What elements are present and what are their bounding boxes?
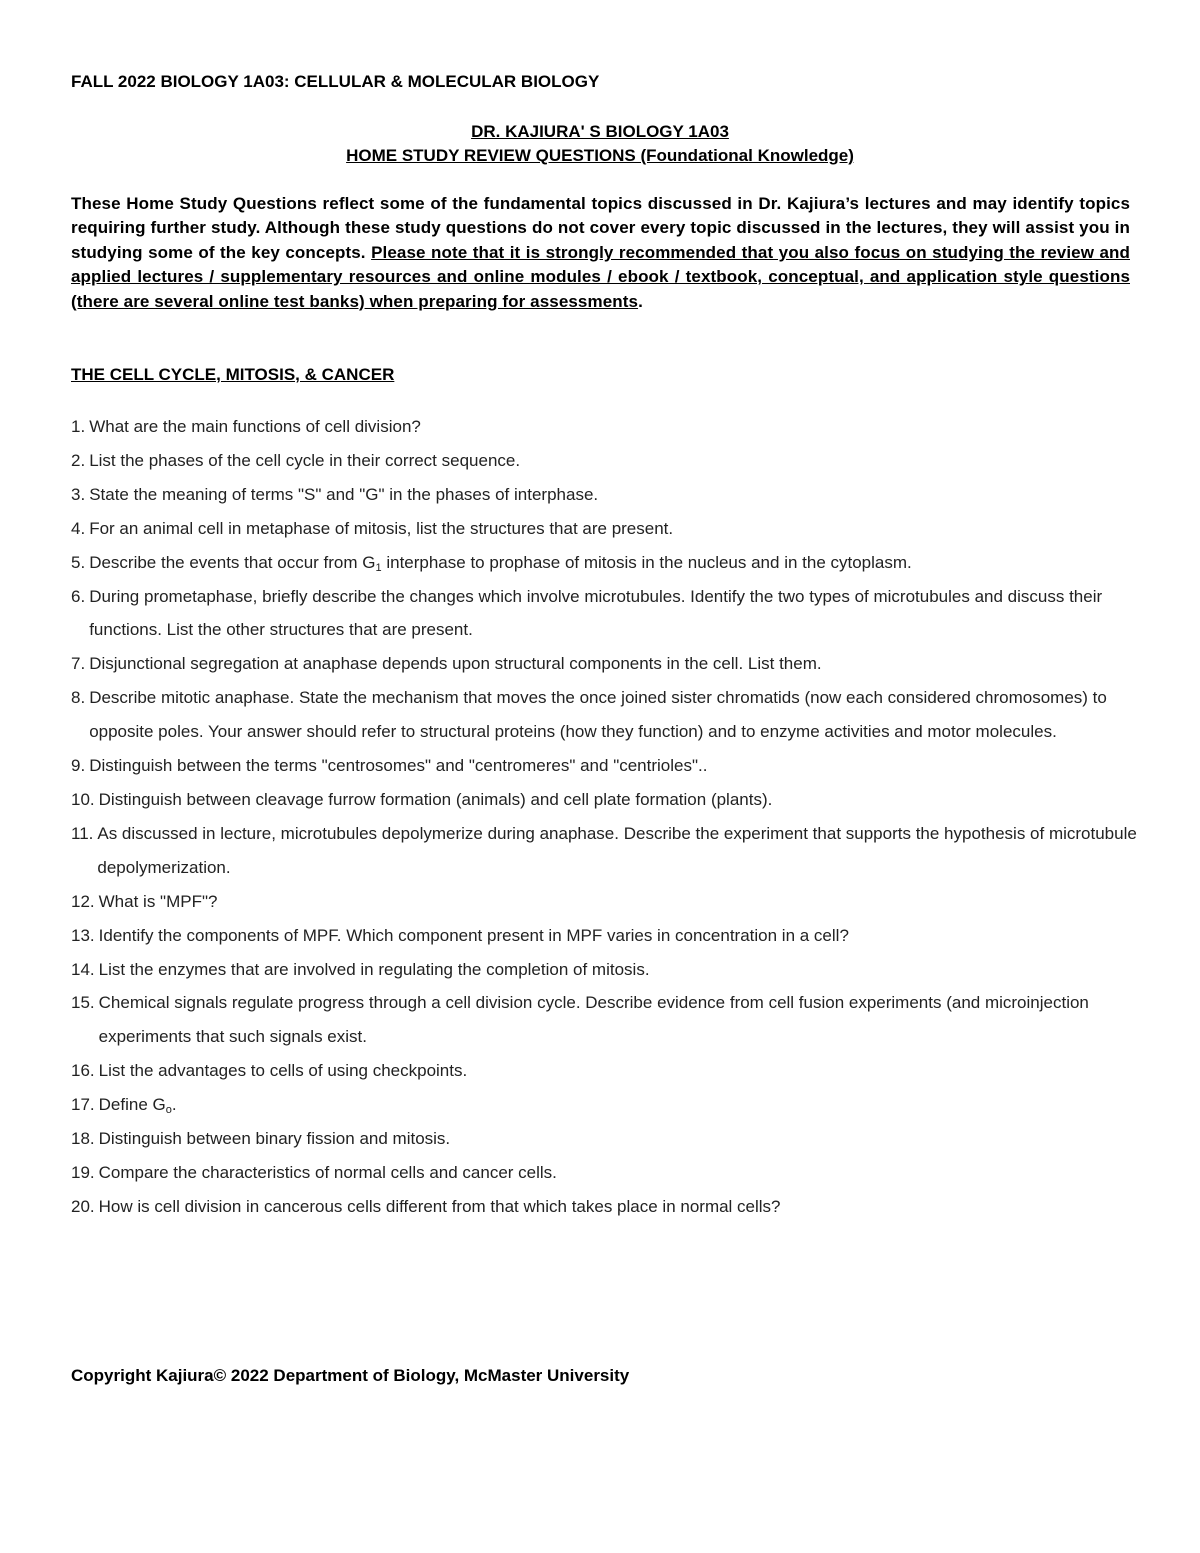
question-text: Distinguish between binary fission and mitosis. (98, 1129, 451, 1149)
subscript: o (165, 1104, 172, 1117)
question-number: 20. (71, 1196, 95, 1216)
question-item (71, 580, 1141, 648)
intro-text: These Home Study Questions reflect some of the fundamental topics discussed in Dr. Kajiura’s lectures and may identify topics requiring further study. Although these study questions do not cover every topic discussed in the lectures, they will assist you in studying some of the key concepts. (71, 194, 1130, 262)
question-text-part: Define G (98, 1095, 166, 1115)
question-text: List the enzymes that are involved in regulating the completion of mitosis. (98, 959, 650, 979)
question-text: Compare the characteristics of normal cells and cancer cells. (98, 1162, 557, 1182)
question-text: Describe mitotic anaphase. State the mechanism that moves the once joined sister chromatids (now each considered chromosomes) to opposite poles. Your answer should refer to structural proteins (how they function) and to enzyme activities and motor molecules. (89, 688, 1107, 742)
question-item (71, 512, 1141, 546)
section-title: THE CELL CYCLE, MITOSIS, & CANCER (71, 365, 395, 384)
question-item (71, 749, 1141, 783)
question-number: 19. (71, 1162, 95, 1182)
question-item (71, 410, 1141, 444)
question-text: What is "MPF"? (98, 891, 218, 911)
question-item (71, 681, 1141, 749)
course-title: FALL 2022 BIOLOGY 1A03: CELLULAR & MOLECULAR BIOLOGY (71, 72, 600, 91)
question-number: 5. (71, 552, 86, 572)
copyright-footer: Copyright Kajiura© 2022 Department of Biology, McMaster University (71, 1366, 630, 1385)
question-number: 17. (71, 1095, 95, 1115)
question-number: 2. (71, 450, 86, 470)
question-number: 4. (71, 518, 86, 538)
question-number: 3. (71, 484, 86, 504)
question-number: 16. (71, 1061, 95, 1081)
document-subtitle: HOME STUDY REVIEW QUESTIONS (Foundational Knowledge) (346, 146, 854, 165)
question-item (71, 1054, 1141, 1088)
question-text: During prometaphase, briefly describe the changes which involve microtubules. Identify the two types of microtubules and discuss their functions. List the other structures that are present. (89, 586, 1103, 640)
question-text: Identify the components of MPF. Which component present in MPF varies in concentration in a cell? (98, 925, 849, 945)
question-number: 7. (71, 654, 86, 674)
question-text: Distinguish between cleavage furrow formation (animals) and cell plate formation (plants). (98, 789, 773, 809)
question-list (71, 410, 1141, 1224)
question-item (71, 478, 1141, 512)
question-item (71, 953, 1141, 987)
intro-recommendation: Please note that it is strongly recommended that you also focus on studying the review and applied lectures / supplementary resources and online modules / ebook / textbook, conceptual, and application style questions (there are several online test banks) when preparing for assessments (71, 242, 1130, 311)
intro-period: . (638, 291, 643, 311)
question-text: State the meaning of terms "S" and "G" in the phases of interphase. (89, 484, 599, 504)
question-text: As discussed in lecture, microtubules depolymerize during anaphase. Describe the experiment that supports the hypothesis of microtubule depolymerization. (97, 823, 1137, 877)
question-text (89, 546, 1141, 580)
question-item (71, 444, 1141, 478)
question-item (71, 1088, 1141, 1122)
question-item (71, 1190, 1141, 1224)
question-number: 10. (71, 789, 95, 809)
question-number: 8. (71, 688, 86, 708)
question-item (71, 647, 1141, 681)
question-number: 11. (71, 823, 94, 843)
question-text: What are the main functions of cell division? (89, 417, 421, 436)
subscript: 1 (375, 561, 382, 574)
question-number: 13. (71, 925, 95, 945)
question-text: List the advantages to cells of using checkpoints. (98, 1061, 468, 1081)
question-number: 12. (71, 891, 95, 911)
intro-paragraph (71, 192, 1130, 314)
question-number: 1. (71, 417, 86, 436)
question-item (71, 919, 1141, 953)
question-number: 18. (71, 1129, 95, 1149)
question-number: 6. (71, 586, 86, 606)
question-text-part: . (171, 1095, 177, 1115)
question-number: 15. (71, 993, 95, 1013)
document-title: DR. KAJIURA' S BIOLOGY 1A03 (471, 122, 729, 141)
question-text (99, 1088, 1141, 1122)
question-number: 9. (71, 756, 86, 776)
question-item (71, 885, 1141, 919)
question-item (71, 817, 1141, 885)
question-item (71, 986, 1141, 1054)
question-text-part: Describe the events that occur from G (89, 552, 376, 572)
question-text: Disjunctional segregation at anaphase depends upon structural components in the cell. List them. (89, 654, 822, 674)
question-item (71, 1156, 1141, 1190)
question-text: List the phases of the cell cycle in their correct sequence. (89, 450, 521, 470)
question-text: Distinguish between the terms "centrosomes" and "centromeres" and "centrioles".. (89, 756, 708, 776)
question-item (71, 783, 1141, 817)
question-text-part: interphase to prophase of mitosis in the nucleus and in the cytoplasm. (381, 552, 912, 572)
question-text: Chemical signals regulate progress through a cell division cycle. Describe evidence from cell fusion experiments (and microinjection experiments that such signals exist. (98, 993, 1089, 1047)
question-number: 14. (71, 959, 95, 979)
question-item (71, 1122, 1141, 1156)
question-item (71, 546, 1141, 580)
question-text: For an animal cell in metaphase of mitosis, list the structures that are present. (89, 518, 674, 538)
question-text: How is cell division in cancerous cells different from that which takes place in normal cells? (98, 1196, 781, 1216)
